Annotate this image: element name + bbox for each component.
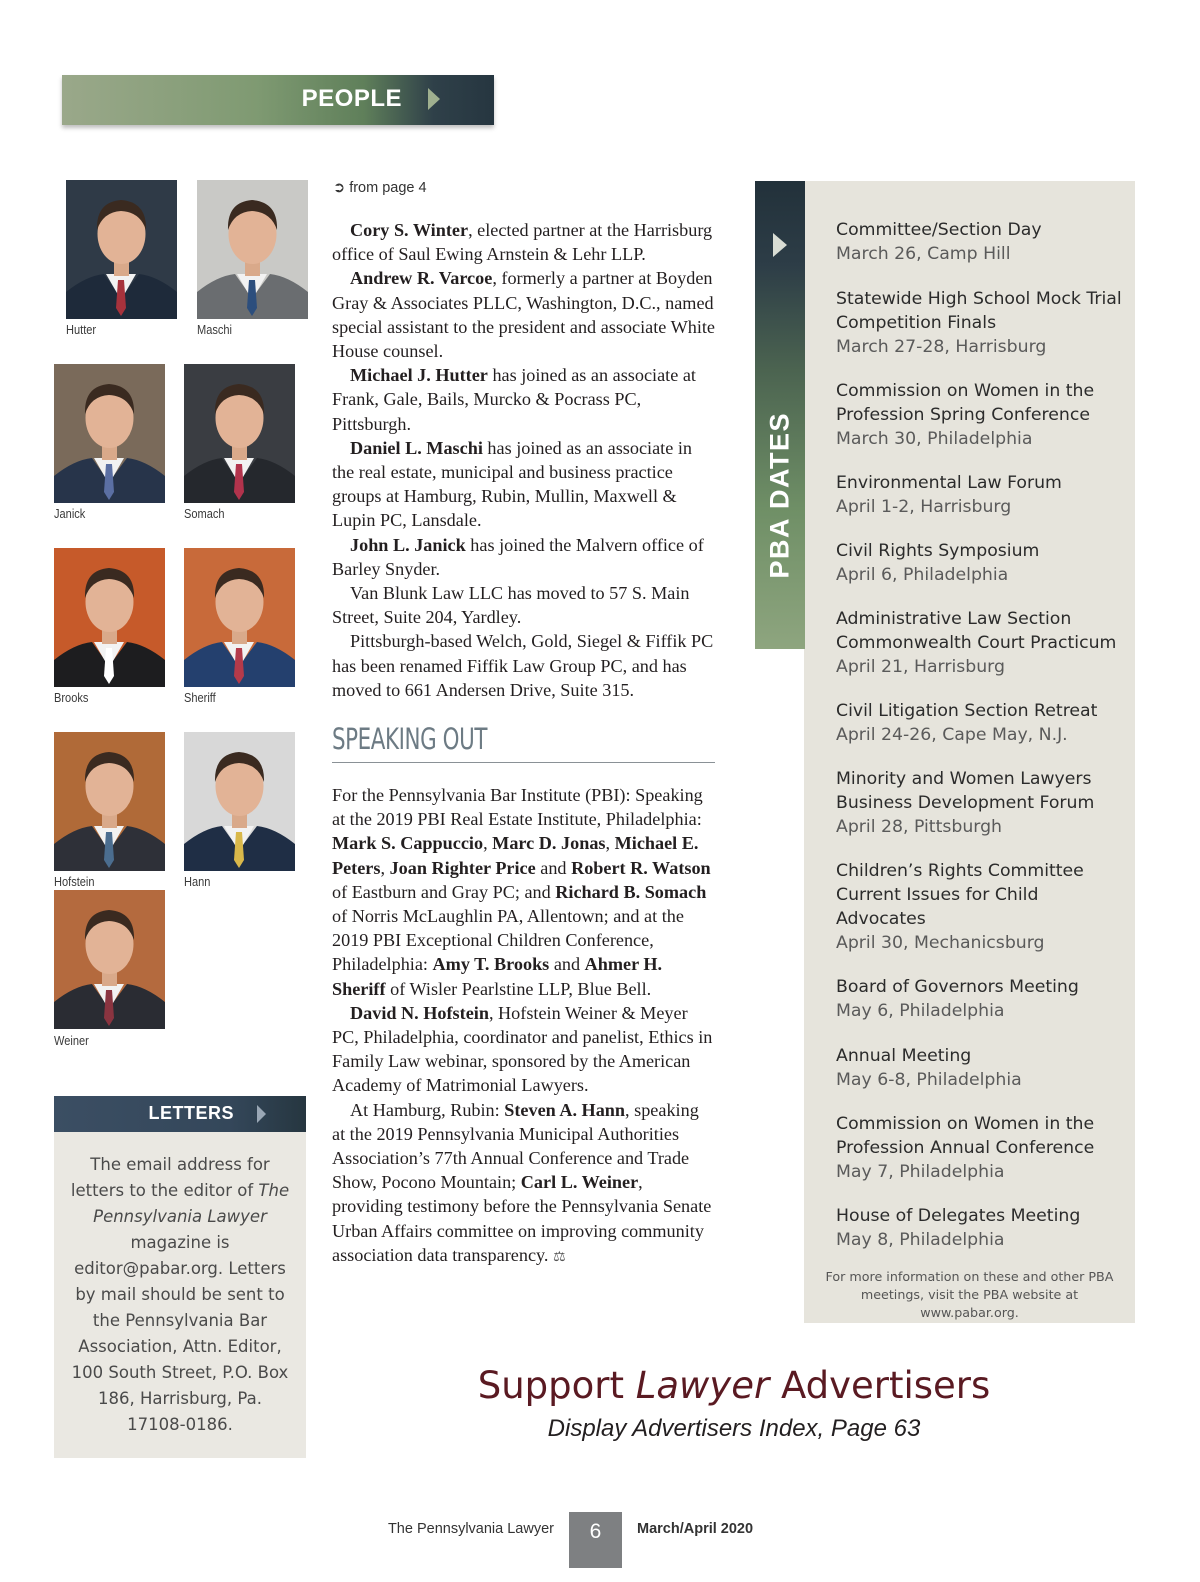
- event-date: April 6, Philadelphia: [836, 565, 1009, 585]
- continued-from: [333, 180, 427, 196]
- photo-caption: Hofstein: [54, 874, 95, 889]
- event-item: [836, 859, 1126, 955]
- letters-text: [70, 1152, 290, 1438]
- arrow-right-icon: [428, 88, 440, 110]
- news-text: has joined the Malvern office of Barley Snyder.: [332, 534, 704, 579]
- event-name: Environmental Law Forum: [836, 473, 1062, 493]
- portrait-photo: [54, 548, 165, 687]
- portrait-photo: [184, 548, 295, 687]
- dates-note: For more information on these and other PBA meetings, visit the PBA website at www.pabar.org.: [825, 1269, 1114, 1320]
- event-date: May 7, Philadelphia: [836, 1162, 1005, 1182]
- advertisers-index: Display Advertisers Index, Page 63: [547, 1415, 921, 1442]
- news-text: Pittsburgh-based Welch, Gold, Siegel & Fiffik PC has been renamed Fiffik Law Group PC, and has moved to 661 Andersen Drive, Suite 315.: [332, 631, 714, 700]
- speaking-paragraph: For the Pennsylvania Bar Institute (PBI): Speaking at the 2019 PBI Real Estate Institute, Philadelphia: Mark S. Cappuccio, Marc D. Jonas, Michael E. Peters, Joan Righter Price and Robert R. Watson of Eastburn and Gray PC; and Richard B. Somach of Norris McLaughlin PA, Allentown; and at the 2019 PBI Exceptional Children Conference, Philadelphia: Amy T. Brooks and Ahmer H. Sheriff of Wisler Pearlstine LLP, Blue Bell.: [332, 785, 711, 999]
- photo-caption: Hutter: [66, 322, 97, 337]
- news-text: , formerly a partner at Boyden Gray & Associates PLLC, Washington, D.C., named special assistant to the president and associate White House counsel.: [332, 268, 716, 362]
- person-name: Cory S. Winter: [350, 220, 469, 240]
- heading-rule: [332, 762, 715, 763]
- event-name: Civil Litigation Section Retreat: [836, 701, 1098, 721]
- event-name: Children’s Rights Committee Current Issues for Child Advocates: [836, 861, 1084, 929]
- support-word-lawyer: Lawyer: [635, 1364, 770, 1407]
- event-date: April 28, Pittsburgh: [836, 817, 1003, 837]
- event-name: Minority and Women Lawyers Business Development Forum: [836, 769, 1095, 813]
- photo-caption: Brooks: [54, 690, 89, 705]
- event-name: Administrative Law Section Commonwealth Court Practicum: [836, 609, 1117, 653]
- photo-caption: Janick: [54, 506, 86, 521]
- event-date: April 21, Harrisburg: [836, 657, 1005, 677]
- event-date: May 8, Philadelphia: [836, 1230, 1005, 1250]
- event-item: [836, 539, 1126, 587]
- event-date: March 26, Camp Hill: [836, 244, 1011, 264]
- event-date: April 30, Mechanicsburg: [836, 933, 1045, 953]
- event-date: March 30, Philadelphia: [836, 429, 1033, 449]
- event-item: [836, 1112, 1126, 1184]
- portrait-photo: [184, 732, 295, 871]
- support-headline: [460, 1364, 1008, 1407]
- portrait-image: [197, 180, 308, 319]
- event-name: Board of Governors Meeting: [836, 977, 1079, 997]
- news-text: has joined as an associate at Frank, Gale, Bails, Murcko & Pocrass PC, Pittsburgh.: [332, 365, 696, 434]
- photo-caption: Sheriff: [184, 690, 216, 705]
- speaking-paragraph: David N. Hofstein, Hofstein Weiner & Meyer PC, Philadelphia, coordinator and panelist, Ethics in Family Law webinar, sponsored by the American Academy of Matrimonial Lawyers.: [332, 1002, 713, 1096]
- event-date: May 6-8, Philadelphia: [836, 1070, 1022, 1090]
- photo-caption: Hann: [184, 874, 211, 889]
- event-item: [836, 1044, 1126, 1092]
- person-name: Daniel L. Maschi: [350, 437, 483, 458]
- event-item: [836, 975, 1126, 1023]
- portrait-photo: [54, 364, 165, 503]
- portrait-image: [54, 364, 165, 503]
- footer-publication: The Pennsylvania Lawyer: [387, 1521, 554, 1537]
- pba-dates-tab: [755, 181, 805, 649]
- news-item: [332, 363, 715, 436]
- event-name: Commission on Women in the Profession Spring Conference: [836, 381, 1095, 425]
- speaking-out-text: [332, 783, 715, 1269]
- portrait-image: [184, 548, 295, 687]
- footer-issue: March/April 2020: [637, 1521, 754, 1537]
- person-name: Andrew R. Varcoe: [350, 268, 493, 289]
- photo-caption: Weiner: [54, 1033, 89, 1048]
- news-item: [332, 533, 715, 581]
- news-column: [332, 218, 715, 702]
- letters-line1: The email address for letters to the editor of: [70, 1155, 270, 1200]
- arrow-right-icon: [257, 1105, 266, 1123]
- speaking-paragraph: At Hamburg, Rubin: Steven A. Hann, speaking at the 2019 Pennsylvania Municipal Authorities Association’s 77th Annual Conference and Trade Show, Pocono Mountain; Carl L. Weiner, providing testimony before the Pennsylvania Senate Urban Affairs committee on improving community association data transparency. ⚖: [332, 1099, 712, 1265]
- letters-title: LETTERS: [148, 1103, 234, 1123]
- event-date: April 24-26, Cape May, N.J.: [836, 725, 1068, 745]
- end-mark-icon: ⚖: [553, 1248, 566, 1265]
- portrait-photo: [54, 732, 165, 871]
- event-name: Statewide High School Mock Trial Competition Finals: [836, 289, 1122, 333]
- section-title: PEOPLE: [301, 85, 402, 112]
- continued-label: from page 4: [349, 180, 427, 196]
- page-number: 6: [569, 1512, 622, 1568]
- photo-caption: Somach: [184, 506, 225, 521]
- photo-caption: Maschi: [197, 322, 233, 337]
- portrait-image: [184, 364, 295, 503]
- event-date: April 1-2, Harrisburg: [836, 497, 1012, 517]
- speaking-out-heading: SPEAKING OUT: [332, 722, 487, 756]
- event-name: Commission on Women in the Profession Annual Conference: [836, 1114, 1095, 1158]
- event-name: Annual Meeting: [836, 1046, 972, 1066]
- event-name: House of Delegates Meeting: [836, 1206, 1081, 1226]
- event-date: March 27-28, Harrisburg: [836, 337, 1047, 357]
- portrait-image: [54, 732, 165, 871]
- portrait-image: [66, 180, 177, 319]
- news-text: Van Blunk Law LLC has moved to 57 S. Main Street, Suite 204, Yardley.: [332, 583, 690, 628]
- event-item: [836, 767, 1126, 839]
- support-word: Support: [477, 1364, 624, 1407]
- event-item: [836, 218, 1126, 266]
- section-banner: [62, 75, 494, 125]
- letters-line2: magazine is editor@pabar.org. Letters by mail should be sent to the Pennsylvania Bar Association, Attn. Editor, 100 South Street, P.O. Box 186, Harrisburg, Pa. 17108-0186.: [71, 1233, 289, 1434]
- event-item: [836, 379, 1126, 451]
- portrait-photo: [197, 180, 308, 319]
- event-item: [836, 287, 1126, 359]
- portrait-image: [54, 890, 165, 1029]
- event-item: [836, 471, 1126, 519]
- pba-dates-title: PBA DATES: [764, 411, 795, 579]
- support-word: Advertisers: [780, 1364, 991, 1407]
- portrait-image: [184, 732, 295, 871]
- news-text: , elected partner at the Harrisburg office of Saul Ewing Arnstein & Lehr LLP.: [332, 220, 713, 265]
- event-date: May 6, Philadelphia: [836, 1001, 1005, 1021]
- person-name: John L. Janick: [350, 534, 466, 555]
- portrait-photo: [54, 890, 165, 1029]
- event-item: [836, 1204, 1126, 1252]
- magazine-title: The Pennsylvania Lawyer: [93, 1181, 290, 1226]
- news-text: has joined as an associate in the real estate, municipal and business practice groups at Hamburg, Rubin, Mullin, Maxwell & Lupin PC, Lansdale.: [332, 437, 692, 531]
- event-item: [836, 607, 1126, 679]
- curved-arrow-icon: ➲: [333, 180, 346, 196]
- portrait-photo: [184, 364, 295, 503]
- news-item: [332, 266, 715, 363]
- event-item: [836, 699, 1126, 747]
- news-item: [332, 629, 715, 702]
- arrow-right-icon: [773, 233, 787, 257]
- portrait-image: [54, 548, 165, 687]
- event-name: Civil Rights Symposium: [836, 541, 1040, 561]
- letters-header: [54, 1096, 306, 1132]
- news-item: [332, 581, 715, 629]
- event-name: Committee/Section Day: [836, 220, 1042, 240]
- portrait-photo: [66, 180, 177, 319]
- news-item: [332, 436, 715, 533]
- person-name: Michael J. Hutter: [350, 365, 488, 386]
- news-item: [332, 218, 715, 266]
